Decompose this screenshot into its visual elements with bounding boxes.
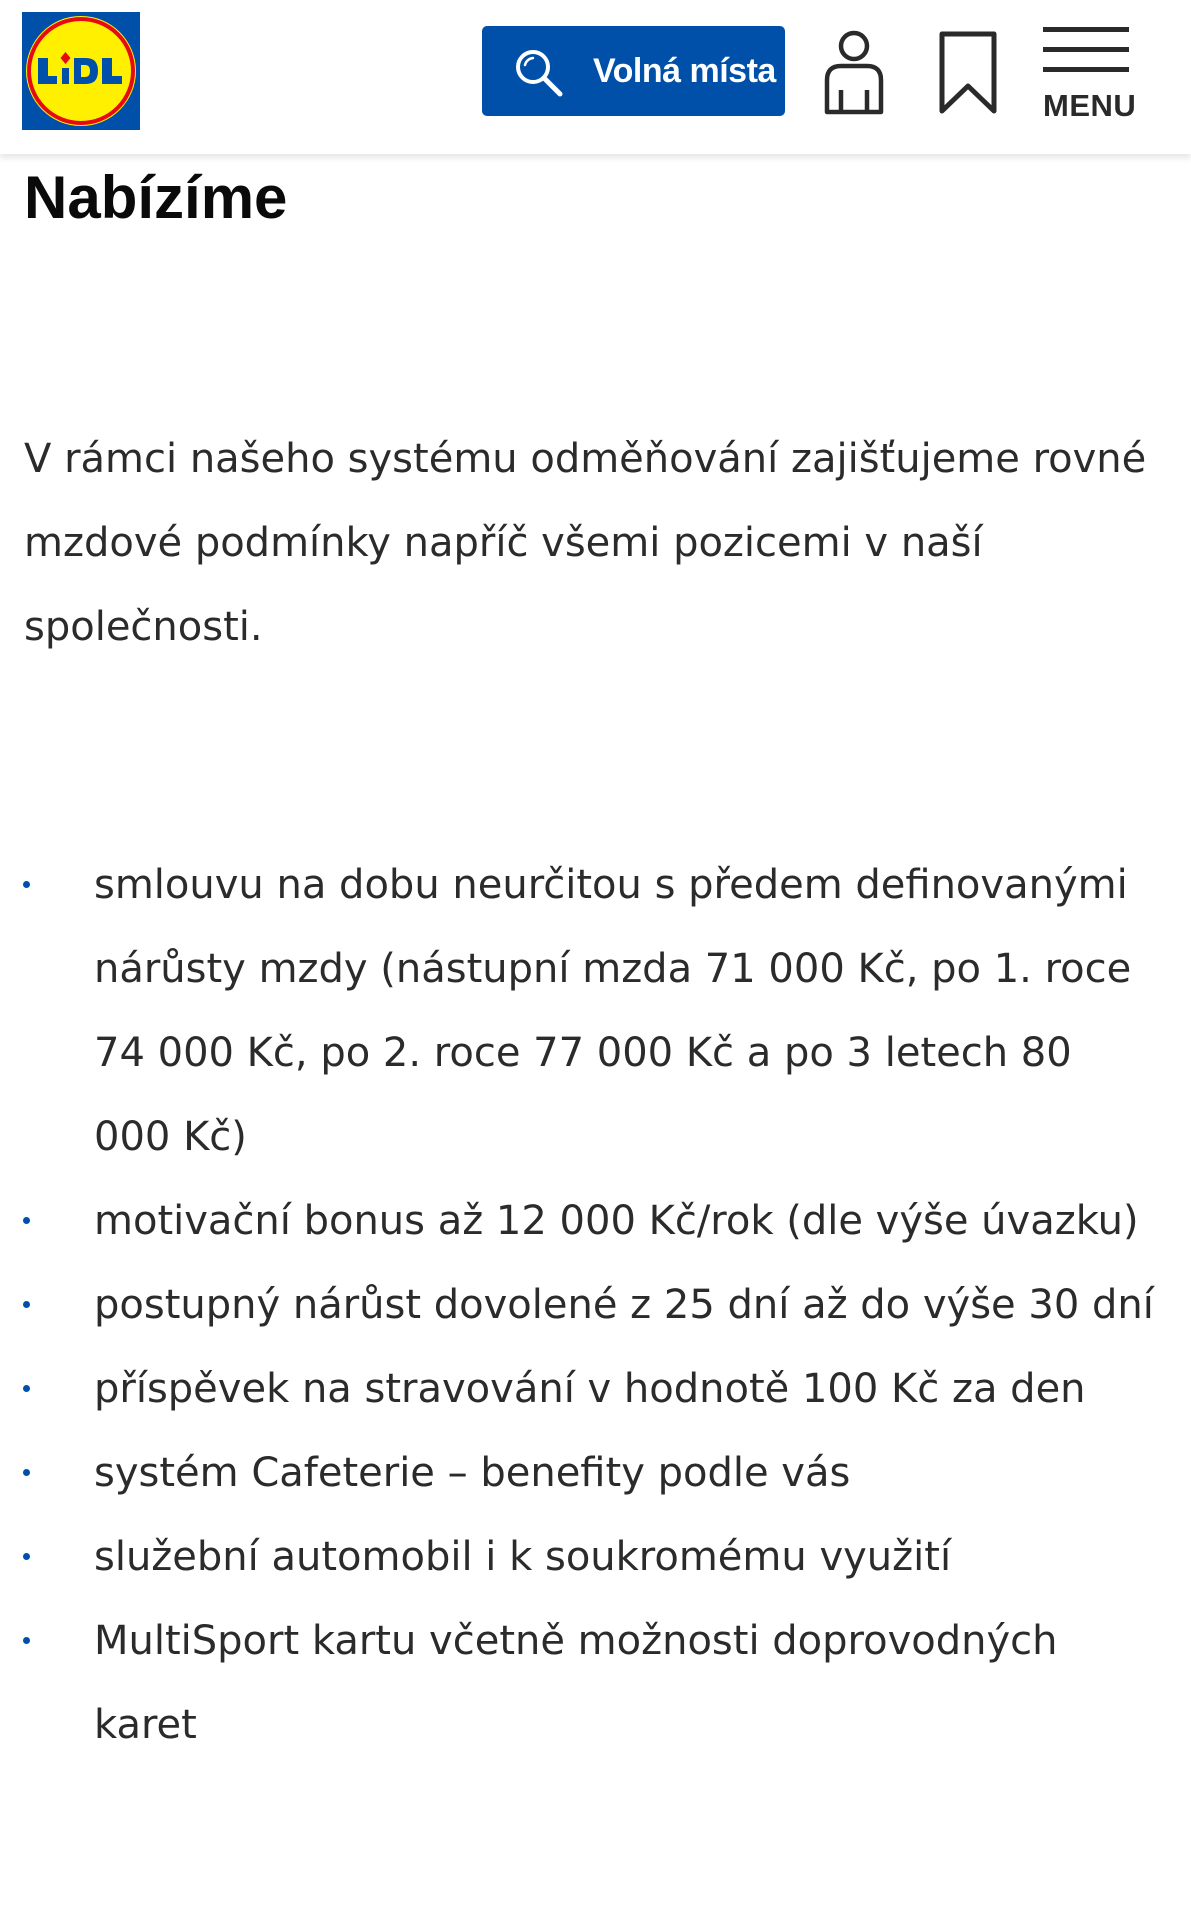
intro-paragraph: V rámci našeho systému odměňování zajišťujeme rovné mzdové podmínky napříč všemi pozicemi v naší společnosti.	[24, 436, 1147, 650]
list-item-text: MultiSport kartu včetně možnosti doprovodných karet	[94, 1618, 1058, 1748]
search-icon	[514, 48, 564, 98]
hamburger-menu-icon	[1043, 25, 1129, 75]
bullet-icon	[20, 1347, 44, 1431]
page-title: Nabízíme	[24, 164, 288, 231]
list-item	[0, 1515, 1154, 1599]
bullet-icon	[20, 843, 44, 927]
list-item	[0, 1263, 1154, 1347]
bullet-icon	[20, 1431, 44, 1515]
list-item-text: příspěvek na stravování v hodnotě 100 Kč za den	[94, 1366, 1086, 1412]
bullet-icon	[20, 1179, 44, 1263]
list-item	[0, 1431, 1154, 1515]
list-item-text: smlouvu na dobu neurčitou s předem definovanými nárůsty mzdy (nástupní mzda 71 000 Kč, po 1. roce 74 000 Kč, po 2. roce 77 000 Kč a po 3 letech 80 000 Kč)	[94, 862, 1132, 1160]
bullet-icon	[20, 1263, 44, 1347]
job-search-button-label: Volná místa	[593, 52, 776, 90]
site-header	[0, 0, 1191, 154]
lidl-logo[interactable]	[22, 12, 140, 130]
list-item	[0, 1599, 1154, 1767]
menu-button[interactable]	[1040, 22, 1140, 132]
list-item-text: motivační bonus až 12 000 Kč/rok (dle výše úvazku)	[94, 1198, 1139, 1244]
bullet-icon	[20, 1515, 44, 1599]
bullet-icon	[20, 1599, 44, 1683]
list-item	[0, 1347, 1154, 1431]
list-item	[0, 843, 1154, 1179]
benefits-list	[0, 843, 1191, 1767]
bookmark-icon[interactable]	[938, 31, 998, 115]
lidl-logo-icon	[22, 12, 140, 130]
list-item	[0, 1179, 1154, 1263]
list-item-text: systém Cafeterie – benefity podle vás	[94, 1450, 851, 1496]
menu-button-label: MENU	[1043, 88, 1137, 123]
job-search-button[interactable]	[482, 26, 785, 116]
list-item-text: služební automobil i k soukromému využití	[94, 1534, 952, 1580]
list-item-text: postupný nárůst dovolené z 25 dní až do výše 30 dní	[94, 1282, 1154, 1328]
user-icon[interactable]	[822, 30, 886, 116]
